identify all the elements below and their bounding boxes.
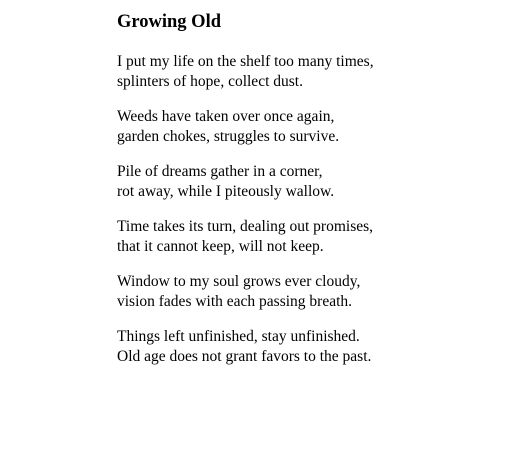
- poem-line: Time takes its turn, dealing out promises,: [117, 218, 374, 235]
- stanza-4: [117, 217, 507, 257]
- poem: [117, 10, 507, 382]
- stanza-5: [117, 272, 507, 312]
- poem-line: garden chokes, struggles to survive.: [117, 128, 340, 145]
- stanza-2: [117, 107, 507, 147]
- poem-line: Old age does not grant favors to the past.: [117, 348, 372, 365]
- poem-line: I put my life on the shelf too many times,: [117, 53, 374, 70]
- stanza-1: [117, 52, 507, 92]
- poem-line: Things left unfinished, stay unfinished.: [117, 328, 360, 345]
- poem-line: Pile of dreams gather in a corner,: [117, 163, 323, 180]
- poem-line: splinters of hope, collect dust.: [117, 73, 303, 90]
- stanza-6: [117, 327, 507, 367]
- poem-line: Weeds have taken over once again,: [117, 108, 335, 125]
- poem-line: rot away, while I piteously wallow.: [117, 183, 335, 200]
- poem-line: vision fades with each passing breath.: [117, 293, 353, 310]
- poem-title: Growing Old: [117, 12, 221, 32]
- poem-line: Window to my soul grows ever cloudy,: [117, 273, 361, 290]
- stanza-3: [117, 162, 507, 202]
- poem-line: that it cannot keep, will not keep.: [117, 238, 324, 255]
